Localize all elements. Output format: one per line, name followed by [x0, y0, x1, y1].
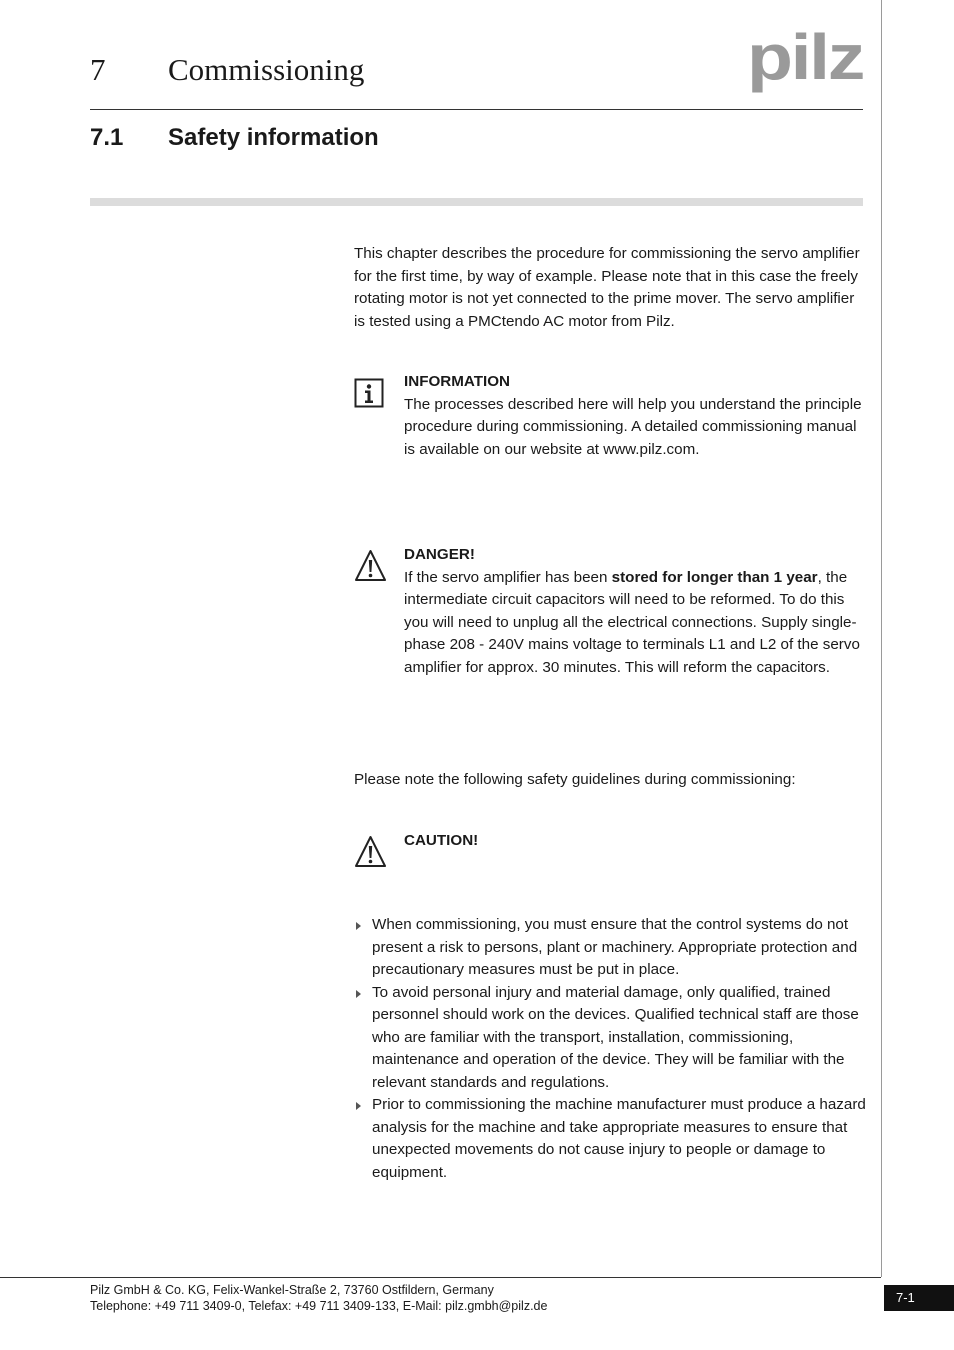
danger-text-start: If the servo amplifier has been [404, 568, 612, 586]
pilz-logo-text: pilz [747, 27, 863, 93]
footer-rule [0, 1277, 881, 1278]
danger-text-emphasis: stored for longer than 1 year [611, 568, 818, 586]
safety-guidelines-list [354, 914, 866, 1184]
caution-title: CAUTION! [404, 832, 479, 849]
danger-notice [404, 544, 866, 679]
list-item-text: To avoid personal injury and material damage, only qualified, trained personnel should work on the devices. Qualified technical staff are those who are familiar with the transport, installation, commissioning, maintenance and operation of the device. They will be familiar with the relevant standards and regulations. [372, 983, 859, 1091]
list-item-text: When commissioning, you must ensure that the control systems do not present a risk to persons, plant or machinery. Appropriate protection and precautionary measures must be put in place. [372, 916, 858, 978]
chapter-title: Commissioning [168, 52, 365, 87]
header-rule [90, 109, 863, 110]
warning-triangle-icon [354, 549, 387, 582]
information-notice [404, 371, 866, 461]
intro-paragraph: This chapter describes the procedure for commissioning the servo amplifier for the first time, by way of example. Please note that in this case the freely rotating motor is not yet connected to the prime mover. The servo amplifier is tested using a PMCtendo AC motor from Pilz. [354, 245, 860, 330]
information-title: INFORMATION [404, 373, 511, 390]
information-text: The processes described here will help you understand the principle procedure during commissioning. A detailed commissioning manual is available on our website at www.pilz.com. [404, 395, 862, 458]
section-number: 7.1 [90, 124, 124, 151]
page-number-box [884, 1285, 954, 1311]
chapter-number: 7 [90, 52, 106, 87]
section-title: Safety information [168, 124, 379, 151]
danger-title: DANGER! [404, 546, 475, 563]
list-item [354, 1094, 866, 1184]
list-item-text: Prior to commissioning the machine manufacturer must produce a hazard analysis for the machine and take appropriate measures to ensure that unexpected movements do not cause injury to people or damage to equipment. [372, 1096, 866, 1181]
right-margin-rule [881, 0, 882, 1277]
page-number: 7-1 [896, 1290, 915, 1305]
caution-triangle-icon [354, 835, 387, 868]
list-item [354, 914, 866, 982]
section-divider-bar [90, 198, 863, 206]
caution-notice [404, 830, 866, 853]
footer-contact: Telephone: +49 711 3409-0, Telefax: +49 711 3409-133, E-Mail: pilz.gmbh@pilz.de [90, 1299, 548, 1313]
footer-address: Pilz GmbH & Co. KG, Felix-Wankel-Straße 2, 73760 Ostfildern, Germany [90, 1283, 494, 1297]
bullet-arrow-icon [356, 990, 361, 998]
danger-text-end: , the intermediate circuit capacitors will need to be reformed. To do this you will need to unplug all the electrical connections. Supply single-phase 208 - 240V mains voltage to terminals L1 and L2 of the servo amplifier for approx. 30 minutes. This will reform the capacitors. [404, 568, 860, 676]
bullet-arrow-icon [356, 922, 361, 930]
guidelines-intro: Please note the following safety guidelines during commissioning: [354, 771, 796, 788]
pilz-logo [747, 27, 865, 95]
bullet-arrow-icon [356, 1102, 361, 1110]
list-item [354, 982, 866, 1095]
information-icon [354, 378, 384, 408]
